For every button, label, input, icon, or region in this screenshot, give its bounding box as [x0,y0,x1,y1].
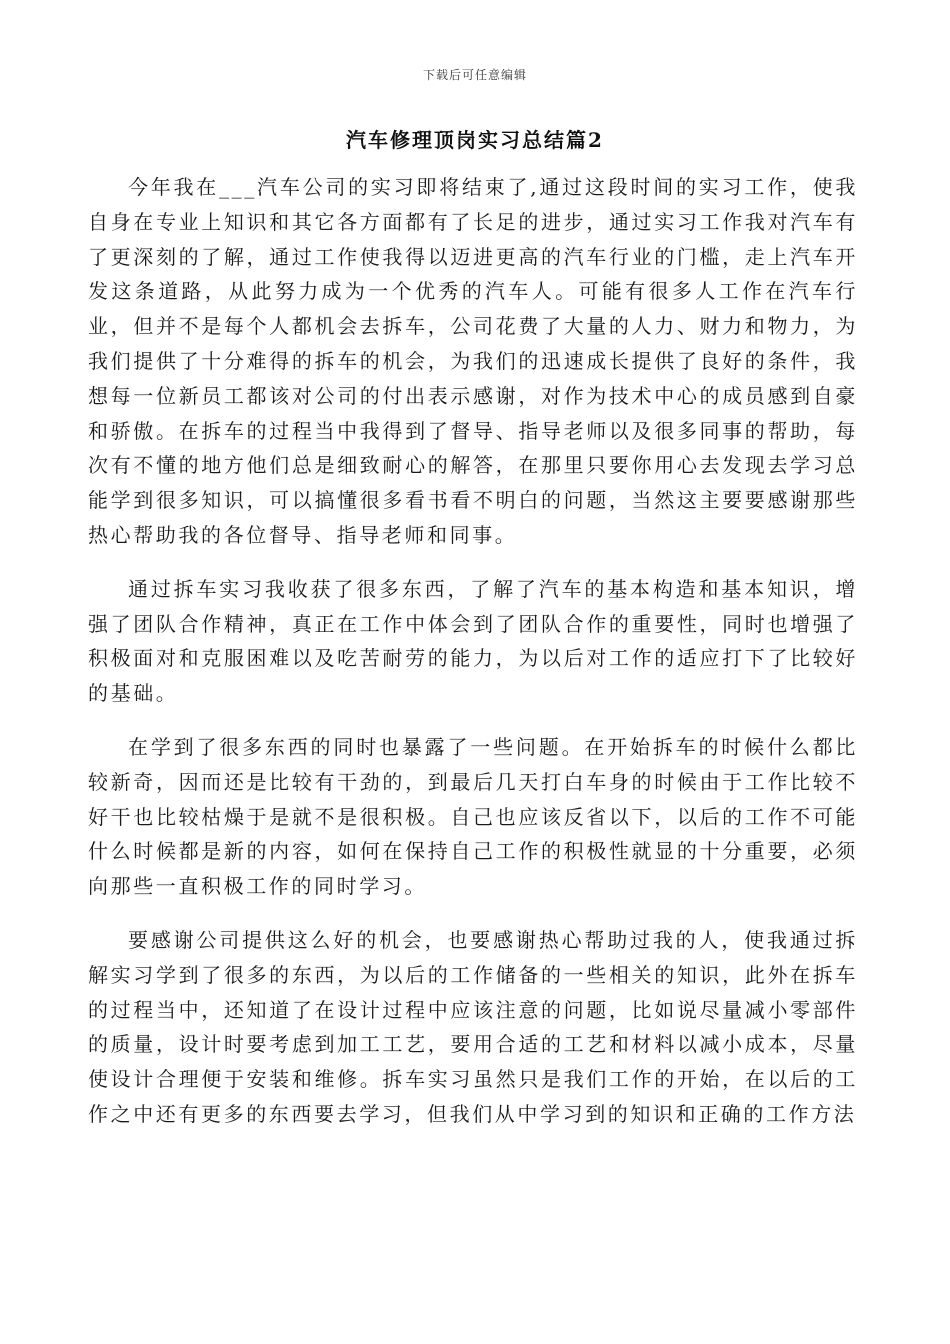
paragraph-4: 要感谢公司提供这么好的机会，也要感谢热心帮助过我的人，使我通过拆解实习学到了很多的东西，为以后的工作储备的一些相关的知识，此外在拆车的过程当中，还知道了在设计过程中应该注意的问题，比如说尽量减小零部件的质量，设计时要考虑到加工工艺，要用合适的工艺和材料以减小成本，尽量使设计合理便于安装和维修。拆车实习虽然只是我们工作的开始，在以后的工作之中还有更多的东西要去学习，但我们从中学习到的知识和正确的工作方法 [88,927,858,1126]
paragraph-3: 在学到了很多东西的同时也暴露了一些问题。在开始拆车的时候什么都比较新奇，因而还是比较有干劲的，到最后几天打白车身的时候由于工作比较不好干也比较枯燥于是就不是很积极。自己也应该反省以下，以后的工作不可能什么时候都是新的内容，如何在保持自己工作的积极性就显的十分重要，必须向那些一直积极工作的同时学习。 [88,734,858,899]
document-body [88,170,858,1151]
paragraph-2: 通过拆车实习我收获了很多东西，了解了汽车的基本构造和基本知识，增强了团队合作精神，真正在工作中体会到了团队合作的重要性，同时也增强了积极面对和克服困难以及吃苦耐劳的能力，为以后对工作的适应打下了比较好的基础。 [88,576,858,706]
paragraph-1: 今年我在___汽车公司的实习即将结束了,通过这段时间的实习工作，使我自身在专业上知识和其它各方面都有了长足的进步，通过实习工作我对汽车有了更深刻的了解，通过工作使我得以迈进更高的汽车行业的门槛，走上汽车开发这条道路，从此努力成为一个优秀的汽车人。可能有很多人工作在汽车行业，但并不是每个人都机会去拆车，公司花费了大量的人力、财力和物力，为我们提供了十分难得的拆车的机会，为我们的迅速成长提供了良好的条件，我想每一位新员工都该对公司的付出表示感谢，对作为技术中心的成员感到自豪和骄傲。在拆车的过程当中我得到了督导、指导老师以及很多同事的帮助，每次有不懂的地方他们总是细致耐心的解答，在那里只要你用心去发现去学习总能学到很多知识，可以搞懂很多看书看不明白的问题，当然这主要要感谢那些热心帮助我的各位督导、指导老师和同事。 [88,175,858,547]
document-title: 汽车修理顶岗实习总结篇2 [346,128,604,152]
header-note: 下载后可任意编辑 [422,68,527,82]
